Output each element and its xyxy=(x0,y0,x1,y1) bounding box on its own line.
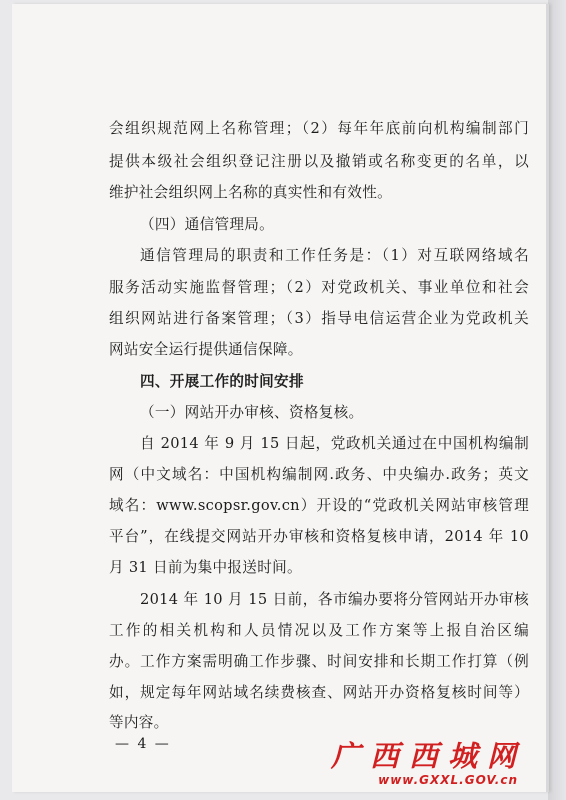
text-line: 通信管理局的职责和工作任务是：（1）对互联网络域名 xyxy=(140,247,529,264)
section-heading: （一）网站开办审核、资格复核。 xyxy=(140,404,364,421)
watermark-title: 广西西城网 xyxy=(330,739,526,773)
chapter-heading: 四、开展工作的时间安排 xyxy=(140,373,304,390)
text-line: 提供本级社会组织登记注册以及撤销或名称变更的名单，以 xyxy=(109,153,529,170)
page-number: — 4 — xyxy=(115,736,171,752)
text-line: 等内容。 xyxy=(109,714,169,731)
text-line: 如，规定每年网站域名续费核查、网站开办资格复核时间等） xyxy=(109,684,529,701)
document-page xyxy=(12,4,549,792)
text-line: 网（中文域名：中国机构编制网.政务、中央编办.政务；英文 xyxy=(109,466,529,483)
watermark xyxy=(331,740,526,788)
text-line: 平台”，在线提交网站开办审核和资格复核申请，2014 年 10 xyxy=(109,528,529,545)
text-line: 域名：www.scopsr.gov.cn）开设的“党政机关网站审核管理 xyxy=(109,497,529,514)
text-line: 月 31 日前为集中报送时间。 xyxy=(109,559,302,576)
watermark-url: www.GXXL.GOV.cn xyxy=(378,773,518,787)
text-line: 办。工作方案需明确工作步骤、时间安排和长期工作打算（例 xyxy=(109,653,529,670)
text-line: 服务活动实施监督管理；（2）对党政机关、事业单位和社会 xyxy=(109,279,529,296)
section-heading: （四）通信管理局。 xyxy=(140,216,275,233)
text-line: 组织网站进行备案管理；（3）指导电信运营企业为党政机关 xyxy=(109,310,529,327)
text-line: 工作的相关机构和人员情况以及工作方案等上报自治区编 xyxy=(109,622,529,639)
text-line: 会组织规范网上名称管理；（2）每年年底前向机构编制部门 xyxy=(109,120,529,137)
scanner-edge xyxy=(548,0,566,800)
text-line: 自 2014 年 9 月 15 日起，党政机关通过在中国机构编制 xyxy=(140,435,529,452)
text-line: 维护社会组织网上名称的真实性和有效性。 xyxy=(109,184,392,201)
text-line: 网站安全运行提供通信保障。 xyxy=(109,341,303,358)
text-line: 2014 年 10 月 15 日前，各市编办要将分管网站开办审核 xyxy=(140,591,529,608)
